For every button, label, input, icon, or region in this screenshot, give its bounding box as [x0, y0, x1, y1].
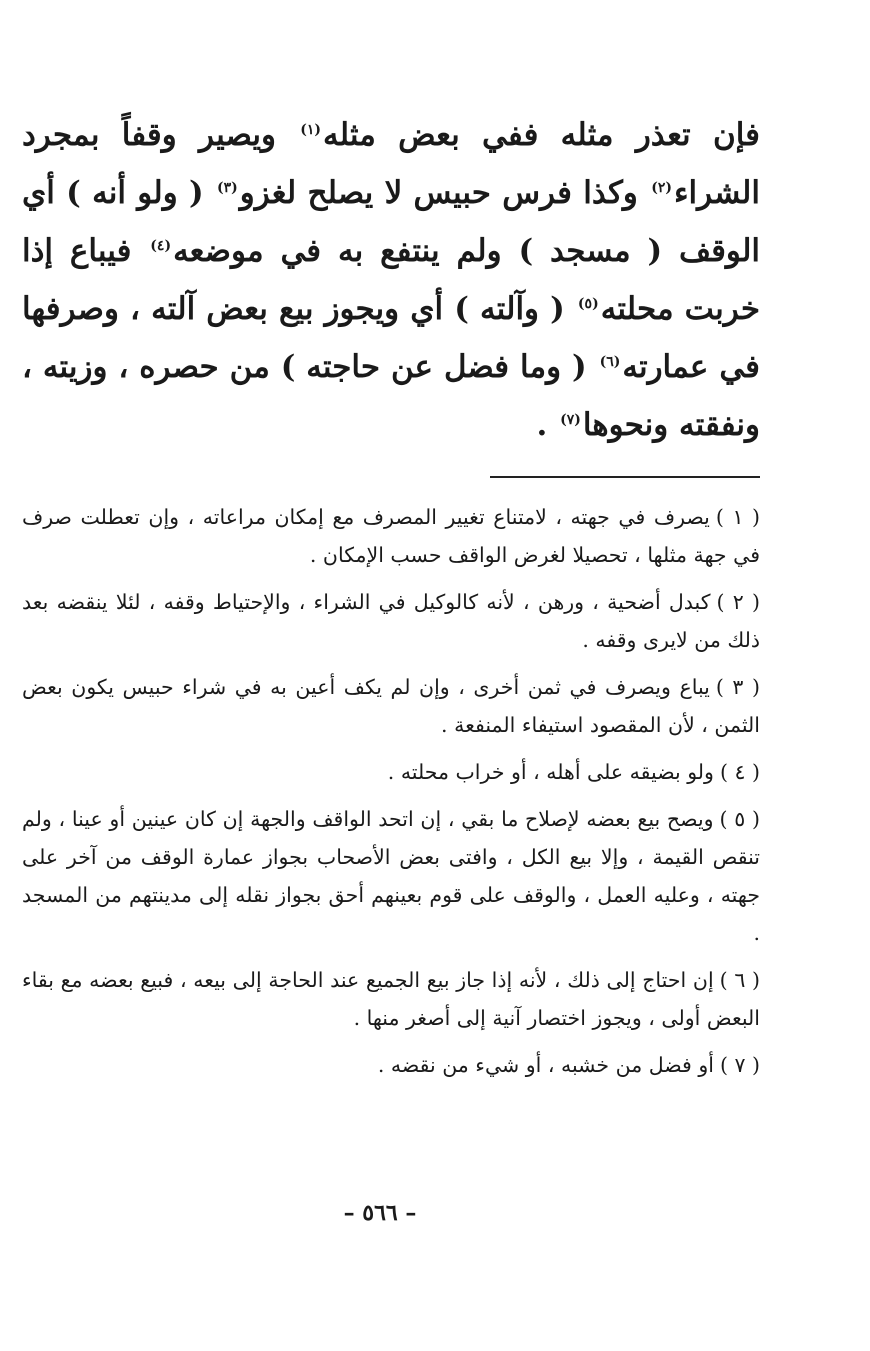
footnote-text: كبدل أضحية ، ورهن ، لأنه كالوكيل في الشراء ، والإحتياط وقفه ، لئلا ينقضه بعد ذلك من لايرى وقفه . — [22, 590, 760, 652]
footnote-4 — [22, 753, 760, 791]
main-text-segment-7: ( وما فضل عن حاجته ) من حصره ، وزيته ، ونفقته ونحوها$^{(٧)}$ — [22, 349, 760, 443]
footnote-ref-5[interactable]: (٥) — [577, 295, 599, 312]
footnote-ref-1[interactable]: (١) — [300, 121, 322, 138]
main-text-end: . — [536, 407, 548, 443]
main-text-segment-4: ( ولو أنه ) أي الوقف ( مسجد ) ولم ينتفع به في موضعه$^{(٤)}$ — [22, 175, 760, 269]
footnote-number: ( ٣ ) — [715, 675, 761, 699]
footnote-number: ( ٢ ) — [716, 590, 761, 614]
footnote-number: ( ٧ ) — [719, 1053, 760, 1077]
main-text-segment-3: وكذا فرس حبيس لا يصلح لغزو$^{(٣)}$ — [216, 175, 638, 211]
footnote-ref-7[interactable]: (٧) — [560, 411, 581, 428]
footnote-text: ويصح بيع بعضه لإصلاح ما بقي ، إن اتحد الواقف والجهة إن كان عينين أو عينا ، ولم تنقص القيمة ، وإلا بيع الكل ، وافتى بعض الأصحاب بجواز عمارة الوقف من آخر على جهته ، وعليه العمل ، والوقف على قوم بعينهم أحق بجواز نقله إلى مدينتهم من المسجد . — [22, 807, 760, 945]
footnote-text: يصرف في جهته ، لامتناع تغيير المصرف مع إمكان مراعاته ، وإن تعطلت صرف في جهة مثلها ، تحصيلا لغرض الواقف حسب الإمكان . — [22, 505, 760, 567]
main-text-segment-2: ويصير وقفاً بمجرد الشراء$^{(٢)}$ — [22, 117, 760, 211]
footnote-divider — [490, 476, 760, 478]
page-number: – ٥٦٦ – — [343, 1200, 417, 1226]
footnote-1 — [22, 498, 760, 574]
footnote-5 — [22, 800, 760, 952]
footnote-ref-4[interactable]: (٤) — [150, 237, 172, 254]
footnote-text: أو فضل من خشبه ، أو شيء من نقضه . — [377, 1053, 714, 1077]
footnote-text: ولو بضيقه على أهله ، أو خراب محلته . — [387, 760, 714, 784]
footnote-6 — [22, 961, 760, 1037]
footnote-ref-2[interactable]: (٢) — [651, 179, 672, 196]
footnote-number: ( ٤ ) — [719, 760, 760, 784]
main-text — [22, 106, 760, 454]
footnote-number: ( ٦ ) — [719, 968, 761, 992]
footnote-3 — [22, 668, 760, 744]
footnote-text: إن احتاج إلى ذلك ، لأنه إذا جاز بيع الجميع عند الحاجة إلى بيعه ، فبيع بعضه مع بقاء البعض أولى ، ويجوز اختصار آنية إلى أصغر منها . — [22, 968, 760, 1030]
main-text-segment-5: فيباع إذا خربت محلته$^{(٥)}$ — [22, 233, 760, 327]
footnote-number: ( ١ ) — [715, 505, 761, 529]
footnote-2 — [22, 583, 760, 659]
page-content — [22, 106, 760, 1093]
footnote-number: ( ٥ ) — [719, 807, 760, 831]
main-text-segment-1: فإن تعذر مثله ففي بعض مثله$^{(١)}$ — [300, 117, 760, 153]
main-text-segment-6: ( وآلته ) أي ويجوز بيع بعض آلته ، وصرفها في عمارته$^{(٦)}$ — [22, 291, 760, 385]
footnote-7 — [22, 1046, 760, 1084]
footnotes-section — [22, 498, 760, 1084]
footnote-text: يباع ويصرف في ثمن أخرى ، وإن لم يكف أعين به في شراء حبيس يكون بعض الثمن ، لأن المقصود استيفاء المنفعة . — [22, 675, 760, 737]
footnote-ref-6[interactable]: (٦) — [599, 353, 621, 370]
footnote-ref-3[interactable]: (٣) — [216, 179, 238, 196]
